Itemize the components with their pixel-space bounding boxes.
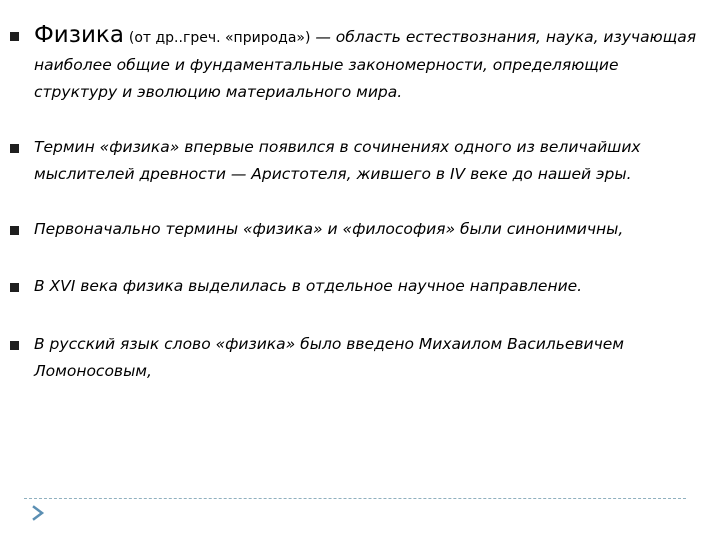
definition-text: — область естествознания, наука, изучающая наиболее общие и фундаментальные закономерности, определяющие структуру и эволюцию материального мира. <box>34 28 697 101</box>
bullet-item-lomonosov: В русский язык слово «физика» было введено Михаилом Васильевичем Ломоносовым, <box>34 335 624 380</box>
square-bullet-icon <box>10 32 19 41</box>
footer-divider <box>24 498 686 499</box>
square-bullet-icon <box>10 283 19 292</box>
square-bullet-icon <box>10 144 19 153</box>
term-heading: Физика <box>34 22 124 48</box>
bullet-item-definition <box>34 22 700 106</box>
chevron-right-icon[interactable] <box>30 505 46 521</box>
term-etymology: (от др..греч. «природа») <box>128 30 311 46</box>
bullet-item-xvi-century: В XVI века физика выделилась в отдельное научное направление. <box>34 277 583 295</box>
square-bullet-icon <box>10 341 19 350</box>
bullet-item-synonyms: Первоначально термины «физика» и «философия» были синонимичны, <box>34 220 624 238</box>
square-bullet-icon <box>10 226 19 235</box>
bullet-item-aristotle: Термин «физика» впервые появился в сочинениях одного из величайших мыслителей древности — Аристотеля, жившего в IV веке до нашей эры. <box>34 138 641 183</box>
